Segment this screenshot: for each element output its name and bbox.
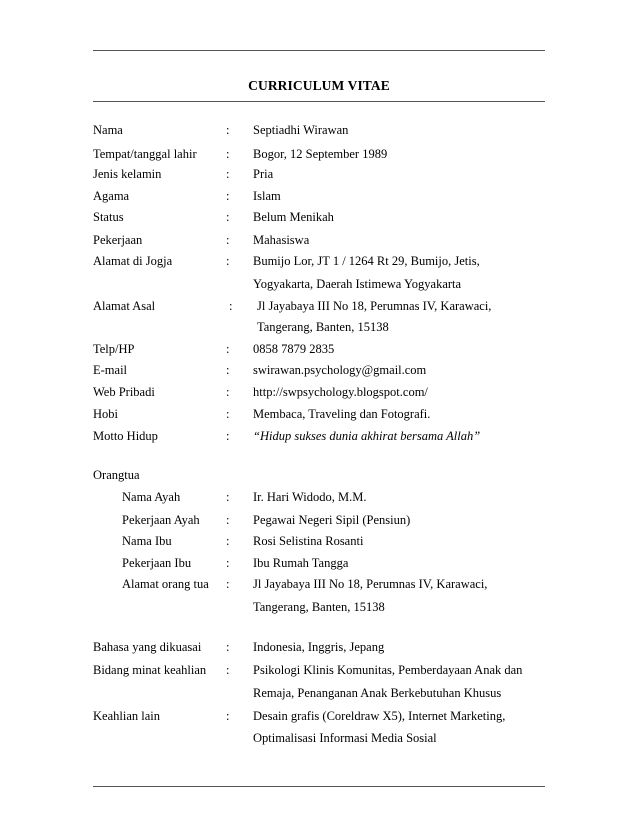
field-colon: : (226, 385, 230, 399)
row-hobi (0, 407, 638, 425)
row-bidang-minat (0, 663, 638, 681)
field-value: Membaca, Traveling dan Fotografi. (253, 407, 431, 421)
field-label: Motto Hidup (93, 429, 158, 443)
field-label: Web Pribadi (93, 385, 155, 399)
field-colon: : (226, 429, 230, 443)
field-label: Telp/HP (93, 342, 135, 356)
field-value: Bogor, 12 September 1989 (253, 147, 388, 161)
field-label: Jenis kelamin (93, 167, 162, 181)
section-orangtua (0, 468, 638, 486)
field-label: Bidang minat keahlian (93, 663, 207, 677)
field-value: Indonesia, Inggris, Jepang (253, 640, 385, 654)
field-value: Belum Menikah (253, 210, 334, 224)
field-label: Nama Ayah (122, 490, 181, 504)
field-colon: : (226, 363, 230, 377)
row-alamat-asal-cont (0, 320, 638, 338)
field-label: Alamat orang tua (122, 577, 209, 591)
field-label: Pekerjaan (93, 233, 143, 247)
row-alamat-jogja (0, 254, 638, 272)
field-label: Agama (93, 189, 130, 203)
field-colon: : (226, 254, 230, 268)
row-alamat-orangtua (0, 577, 638, 595)
field-value: Ibu Rumah Tangga (253, 556, 349, 570)
field-value: Psikologi Klinis Komunitas, Pemberdayaan Anak dan (253, 663, 523, 677)
row-keahlian-lain-cont (0, 731, 638, 749)
bottom-rule (93, 786, 545, 787)
field-value: Bumijo Lor, JT 1 / 1264 Rt 29, Bumijo, Jetis, (253, 254, 480, 268)
field-label: Status (93, 210, 124, 224)
field-label: E-mail (93, 363, 128, 377)
field-value: Desain grafis (Coreldraw X5), Internet Marketing, (253, 709, 506, 723)
field-label: Tempat/tanggal lahir (93, 147, 197, 161)
field-colon: : (226, 167, 230, 181)
field-value: 0858 7879 2835 (253, 342, 335, 356)
row-email (0, 363, 638, 381)
row-pekerjaan-ibu (0, 556, 638, 574)
section-heading: Orangtua (93, 468, 140, 482)
top-rule (93, 50, 545, 51)
field-value: Mahasiswa (253, 233, 310, 247)
row-bahasa (0, 640, 638, 658)
row-telp (0, 342, 638, 360)
field-value-continued: Tangerang, Banten, 15138 (253, 600, 385, 614)
field-label: Alamat Asal (93, 299, 156, 313)
row-tempat-tanggal-lahir (0, 147, 638, 165)
field-colon: : (229, 299, 233, 313)
field-value: Ir. Hari Widodo, M.M. (253, 490, 367, 504)
field-colon: : (226, 513, 230, 527)
field-value: Rosi Selistina Rosanti (253, 534, 364, 548)
field-value: “Hidup sukses dunia akhirat bersama Allah” (253, 429, 481, 443)
field-label: Alamat di Jogja (93, 254, 173, 268)
field-label: Nama Ibu (122, 534, 172, 548)
field-label: Pekerjaan Ayah (122, 513, 200, 527)
row-keahlian-lain (0, 709, 638, 727)
field-value: Septiadhi Wirawan (253, 123, 349, 137)
field-colon: : (226, 709, 230, 723)
field-label: Bahasa yang dikuasai (93, 640, 202, 654)
field-value: Pria (253, 167, 274, 181)
field-colon: : (226, 556, 230, 570)
row-nama (0, 123, 638, 141)
field-colon: : (226, 407, 230, 421)
field-value: Jl Jayabaya III No 18, Perumnas IV, Karawaci, (257, 299, 492, 313)
field-value-continued: Optimalisasi Informasi Media Sosial (253, 731, 437, 745)
field-colon: : (226, 342, 230, 356)
row-alamat-asal (0, 299, 638, 317)
row-bidang-minat-cont (0, 686, 638, 704)
field-colon: : (226, 189, 230, 203)
field-value: http://swpsychology.blogspot.com/ (253, 385, 428, 399)
field-value: Pegawai Negeri Sipil (Pensiun) (253, 513, 411, 527)
row-web (0, 385, 638, 403)
field-label: Keahlian lain (93, 709, 160, 723)
field-value-continued: Remaja, Penanganan Anak Berkebutuhan Khusus (253, 686, 502, 700)
row-nama-ayah (0, 490, 638, 508)
row-motto (0, 429, 638, 447)
row-alamat-jogja-cont (0, 277, 638, 295)
field-colon: : (226, 490, 230, 504)
row-alamat-orangtua-cont (0, 600, 638, 618)
row-pekerjaan (0, 233, 638, 251)
field-colon: : (226, 534, 230, 548)
field-colon: : (226, 640, 230, 654)
field-label: Pekerjaan Ibu (122, 556, 192, 570)
field-value-continued: Yogyakarta, Daerah Istimewa Yogyakarta (253, 277, 462, 291)
field-value: Jl Jayabaya III No 18, Perumnas IV, Karawaci, (253, 577, 488, 591)
row-nama-ibu (0, 534, 638, 552)
row-status (0, 210, 638, 228)
document-title: CURRICULUM VITAE (248, 78, 390, 93)
field-colon: : (226, 147, 230, 161)
field-colon: : (226, 663, 230, 677)
field-colon: : (226, 123, 230, 137)
row-pekerjaan-ayah (0, 513, 638, 531)
field-colon: : (226, 577, 230, 591)
field-label: Nama (93, 123, 123, 137)
field-value: Islam (253, 189, 281, 203)
field-label: Hobi (93, 407, 118, 421)
row-agama (0, 189, 638, 207)
field-value-continued: Tangerang, Banten, 15138 (257, 320, 389, 334)
row-jenis-kelamin (0, 167, 638, 185)
field-colon: : (226, 210, 230, 224)
title-rule (93, 101, 545, 102)
field-value: swirawan.psychology@gmail.com (253, 363, 427, 377)
field-colon: : (226, 233, 230, 247)
